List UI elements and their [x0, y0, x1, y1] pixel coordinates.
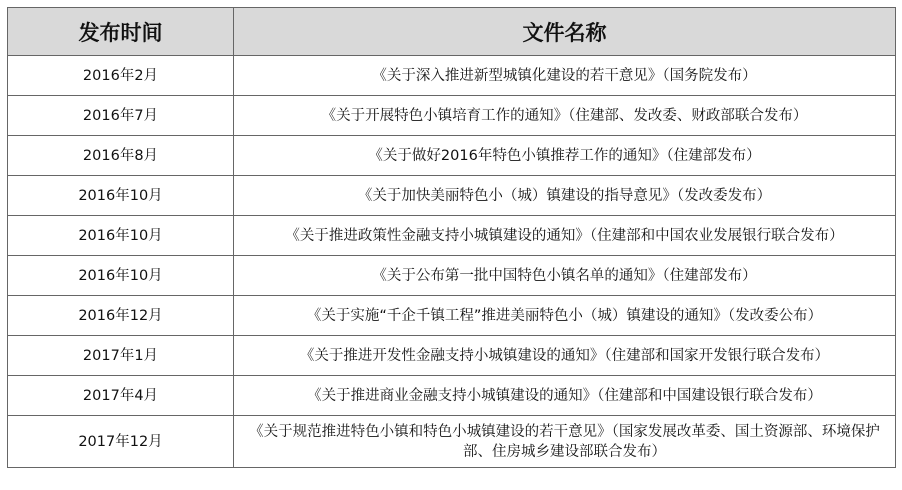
document-name-cell: 《关于开展特色小镇培育工作的通知》（住建部、发改委、财政部联合发布）	[234, 96, 896, 136]
document-name-cell: 《关于做好2016年特色小镇推荐工作的通知》（住建部发布）	[234, 136, 896, 176]
table-row	[8, 56, 896, 96]
release-date-cell: 2017年4月	[8, 376, 234, 416]
table-row	[8, 416, 896, 468]
release-date-cell: 2016年12月	[8, 296, 234, 336]
table-row	[8, 256, 896, 296]
release-date-cell: 2016年7月	[8, 96, 234, 136]
policy-documents-table	[7, 7, 896, 468]
document-name-cell: 《关于推进政策性金融支持小城镇建设的通知》（住建部和中国农业发展银行联合发布）	[234, 216, 896, 256]
header-release-date: 发布时间	[8, 8, 234, 56]
document-name-cell: 《关于深入推进新型城镇化建设的若干意见》（国务院发布）	[234, 56, 896, 96]
table-row	[8, 96, 896, 136]
document-name-cell: 《关于加快美丽特色小（城）镇建设的指导意见》（发改委发布）	[234, 176, 896, 216]
release-date-cell: 2016年10月	[8, 256, 234, 296]
table-row	[8, 176, 896, 216]
table-row	[8, 296, 896, 336]
table-row	[8, 336, 896, 376]
release-date-cell: 2016年10月	[8, 176, 234, 216]
release-date-cell: 2017年1月	[8, 336, 234, 376]
document-name-cell: 《关于推进商业金融支持小城镇建设的通知》（住建部和中国建设银行联合发布）	[234, 376, 896, 416]
table-row	[8, 216, 896, 256]
table-row	[8, 376, 896, 416]
document-name-cell: 《关于公布第一批中国特色小镇名单的通知》（住建部发布）	[234, 256, 896, 296]
release-date-cell: 2016年2月	[8, 56, 234, 96]
table-row	[8, 136, 896, 176]
release-date-cell: 2016年8月	[8, 136, 234, 176]
document-name-text: 《关于规范推进特色小镇和特色小城镇建设的若干意见》（国家发展改革委、国土资源部、环境保护部、住房城乡建设部联合发布）	[249, 423, 880, 460]
document-name-cell: 《关于推进开发性金融支持小城镇建设的通知》（住建部和国家开发银行联合发布）	[234, 336, 896, 376]
release-date-cell: 2017年12月	[8, 416, 234, 468]
document-name-cell	[234, 416, 896, 468]
table-header-row	[8, 8, 896, 56]
header-document-name: 文件名称	[234, 8, 896, 56]
document-name-cell: 《关于实施“千企千镇工程”推进美丽特色小（城）镇建设的通知》（发改委公布）	[234, 296, 896, 336]
release-date-cell: 2016年10月	[8, 216, 234, 256]
